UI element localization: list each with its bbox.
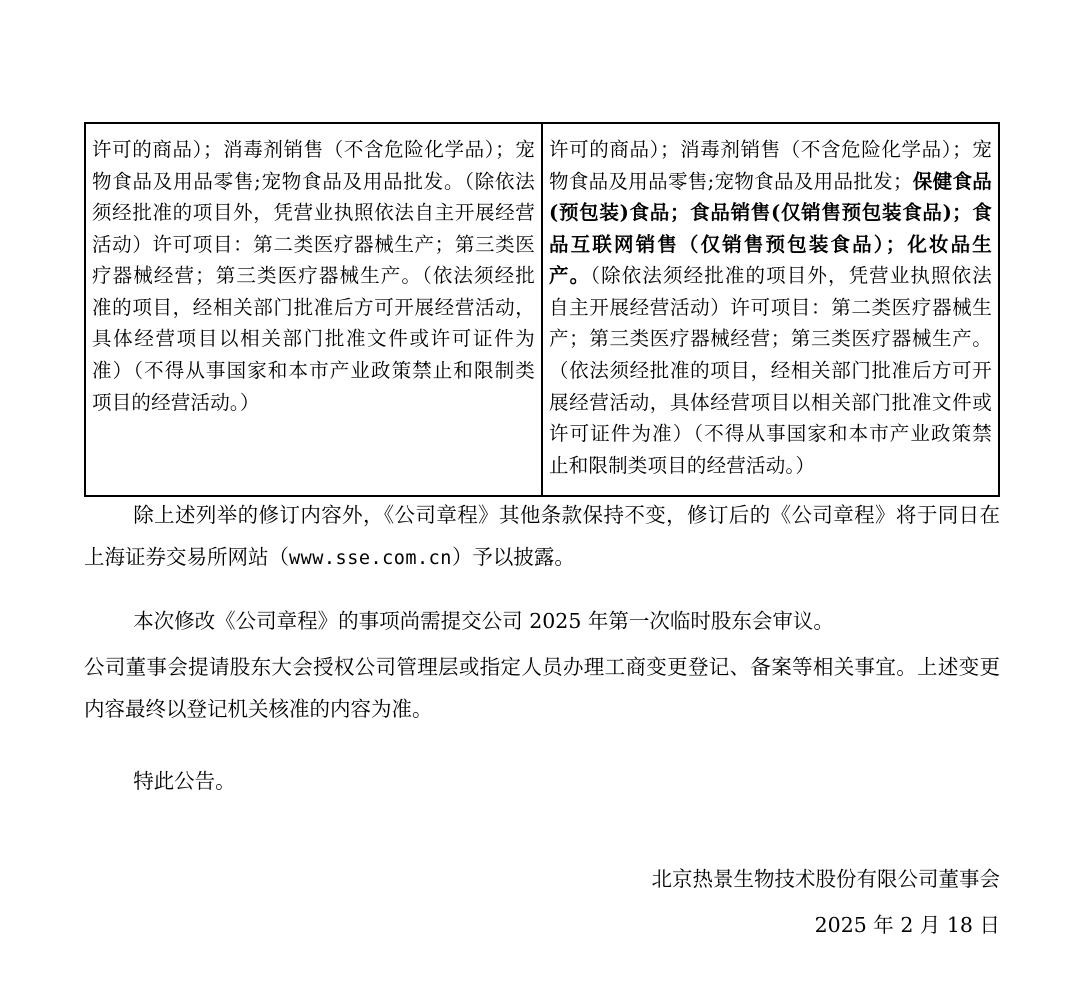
signature-company: 北京热景生物技术股份有限公司董事会 [651,867,1000,891]
paragraph-shareholder-meeting: 本次修改《公司章程》的事项尚需提交公司 2025 年第一次临时股东会审议。 [133,609,834,633]
paragraph-disclosure-part2: ）予以披露。 [451,545,575,570]
table-cell-after [542,123,999,496]
paragraph-disclosure-part1: 除上述列举的修订内容外，《公司章程》其他条款保持不变，修订后的《公司章程》将于同日在上海证券交易所网站（ [84,503,1000,570]
sse-website-url: www.sse.com.cn [289,548,452,570]
paragraph-announcement-closing: 特此公告。 [133,769,236,793]
after-text-segment-2-bold: 保健食品(预包装)食品；食品销售(仅销售预包装食品)；食品互联网销售（仅销售预包装食品）；化妆品生产。 [549,169,992,288]
signature-date: 2025 年 2 月 18 日 [814,913,1000,937]
comparison-table [84,122,1000,497]
paragraph-disclosure [84,494,1000,578]
table-row [85,123,999,496]
comparison-table-wrapper [84,122,1000,497]
table-cell-before [85,123,542,496]
before-text: 许可的商品）；消毒剂销售（不含危险化学品）；宠物食品及用品零售;宠物食品及用品批发。（除依法须经批准的项目外，凭营业执照依法自主开展经营活动）许可项目：第二类医疗器械生产；第三类医疗器械经营；第三类医疗器械生产。（依法须经批准的项目，经相关部门批准后方可开展经营活动，具体经营项目以相关部门批准文件或许可证件为准）（不得从事国家和本市产业政策禁止和限制类项目的经营活动。） [92,138,535,414]
after-text-segment-1: 许可的商品）；消毒剂销售（不含危险化学品）；宠物食品及用品零售;宠物食品及用品批发； [549,138,992,193]
paragraph-authorization: 公司董事会提请股东大会授权公司管理层或指定人员办理工商变更登记、备案等相关事宜。上述变更内容最终以登记机关核准的内容为准。 [84,655,1000,722]
after-text-segment-3: （除依法须经批准的项目外，凭营业执照依法自主开展经营活动）许可项目：第二类医疗器械生产；第三类医疗器械经营；第三类医疗器械生产。（依法须经批准的项目，经相关部门批准后方可开展经营活动，具体经营项目以相关部门批准文件或许可证件为准）（不得从事国家和本市产业政策禁止和限制类项目的经营活动。） [549,264,992,477]
